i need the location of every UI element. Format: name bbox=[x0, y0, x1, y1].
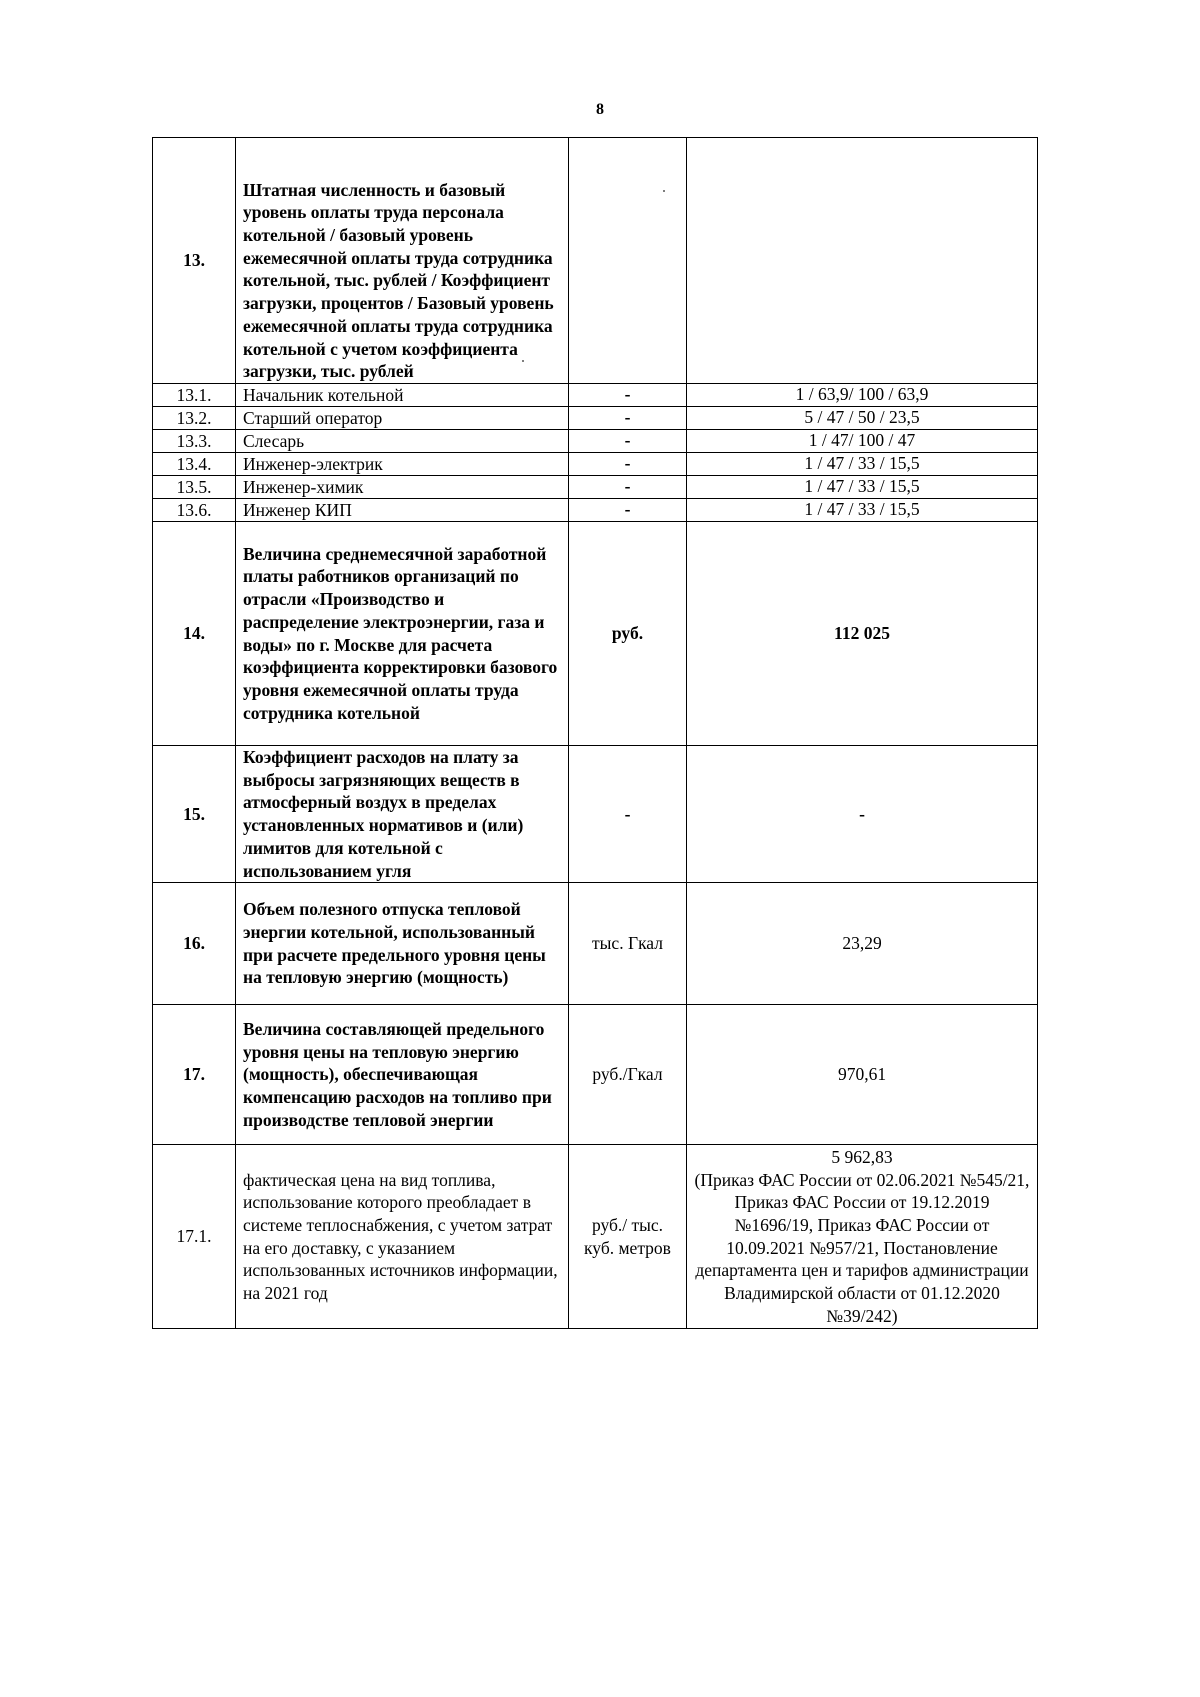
row-name: Величина среднемесячной заработной платы работников организаций по отрасли «Производство и распределение электроэнергии, газа и воды» по г. Москве для расчета коэффициента корректировки базового уровня ежемесячной оплаты труда сотрудника котельной bbox=[236, 522, 569, 746]
row-unit: - bbox=[569, 407, 687, 430]
tariff-parameters-table bbox=[152, 137, 1038, 1329]
row-number: 17. bbox=[153, 1005, 236, 1145]
row-number: 15. bbox=[153, 746, 236, 883]
row-name: Начальник котельной bbox=[236, 384, 569, 407]
row-value: 1 / 47 / 33 / 15,5 bbox=[687, 476, 1038, 499]
row-name: Объем полезного отпуска тепловой энергии котельной, использованный при расчете предельного уровня цены на тепловую энергию (мощность) bbox=[236, 883, 569, 1005]
row-number: 17.1. bbox=[153, 1145, 236, 1329]
table-row bbox=[153, 1005, 1038, 1145]
table-row bbox=[153, 384, 1038, 407]
row-value: 112 025 bbox=[687, 522, 1038, 746]
row-unit: - bbox=[569, 746, 687, 883]
row-unit: - bbox=[569, 499, 687, 522]
row-unit bbox=[569, 138, 687, 384]
row-name: Инженер-химик bbox=[236, 476, 569, 499]
row-unit: - bbox=[569, 430, 687, 453]
row-name: Старший оператор bbox=[236, 407, 569, 430]
table-row bbox=[153, 499, 1038, 522]
fuel-price-sources: (Приказ ФАС России от 02.06.2021 №545/21, Приказ ФАС России от 19.12.2019 №1696/19, Приказ ФАС России от 10.09.2021 №957/21, Постановление департамента цен и тарифов администрации Владимирской области от 01.12.2020 №39/242) bbox=[694, 1169, 1030, 1326]
row-value: 1 / 47 / 33 / 15,5 bbox=[687, 453, 1038, 476]
row-number: 13.4. bbox=[153, 453, 236, 476]
table-row bbox=[153, 522, 1038, 746]
row-number: 13.3. bbox=[153, 430, 236, 453]
row-unit: руб./ тыс. куб. метров bbox=[569, 1145, 687, 1329]
row-value: 970,61 bbox=[687, 1005, 1038, 1145]
table-row bbox=[153, 476, 1038, 499]
scan-speck bbox=[522, 360, 524, 362]
row-unit: - bbox=[569, 453, 687, 476]
table-row bbox=[153, 1145, 1038, 1329]
row-unit: - bbox=[569, 476, 687, 499]
row-unit: руб./Гкал bbox=[569, 1005, 687, 1145]
row-name: Слесарь bbox=[236, 430, 569, 453]
table-row bbox=[153, 138, 1038, 384]
row-value bbox=[687, 138, 1038, 384]
row-unit: руб. bbox=[569, 522, 687, 746]
row-unit: - bbox=[569, 384, 687, 407]
row-number: 14. bbox=[153, 522, 236, 746]
table-row bbox=[153, 430, 1038, 453]
row-number: 13.2. bbox=[153, 407, 236, 430]
row-value: 1 / 47/ 100 / 47 bbox=[687, 430, 1038, 453]
row-value: 1 / 47 / 33 / 15,5 bbox=[687, 499, 1038, 522]
row-number: 13.1. bbox=[153, 384, 236, 407]
scan-speck bbox=[663, 190, 665, 192]
table-row bbox=[153, 883, 1038, 1005]
row-value: 5 / 47 / 50 / 23,5 bbox=[687, 407, 1038, 430]
row-value: - bbox=[687, 746, 1038, 883]
table-row bbox=[153, 407, 1038, 430]
row-number: 13.6. bbox=[153, 499, 236, 522]
row-name: Штатная численность и базовый уровень оплаты труда персонала котельной / базовый уровень ежемесячной оплаты труда сотрудника котельной, тыс. рублей / Коэффициент загрузки, процентов / Базовый уровень ежемесячной оплаты труда сотрудника котельной с учетом коэффициента загрузки, тыс. рублей bbox=[236, 138, 569, 384]
table-row bbox=[153, 746, 1038, 883]
row-number: 16. bbox=[153, 883, 236, 1005]
row-number: 13. bbox=[153, 138, 236, 384]
row-unit: тыс. Гкал bbox=[569, 883, 687, 1005]
row-name: Инженер КИП bbox=[236, 499, 569, 522]
row-name: Инженер-электрик bbox=[236, 453, 569, 476]
row-value: 1 / 63,9/ 100 / 63,9 bbox=[687, 384, 1038, 407]
row-name: Коэффициент расходов на плату за выбросы загрязняющих веществ в атмосферный воздух в пределах установленных нормативов и (или) лимитов для котельной с использованием угля bbox=[236, 746, 569, 883]
row-name: фактическая цена на вид топлива, использование которого преобладает в системе теплоснабжения, с учетом затрат на его доставку, с указанием использованных источников информации, на 2021 год bbox=[236, 1145, 569, 1329]
page-number: 8 bbox=[596, 101, 604, 118]
row-value-cell bbox=[687, 1145, 1038, 1329]
row-number: 13.5. bbox=[153, 476, 236, 499]
row-name: Величина составляющей предельного уровня цены на тепловую энергию (мощность), обеспечивающая компенсацию расходов на топливо при производстве тепловой энергии bbox=[236, 1005, 569, 1145]
table-row bbox=[153, 453, 1038, 476]
row-value: 23,29 bbox=[687, 883, 1038, 1005]
fuel-price-value: 5 962,83 bbox=[831, 1146, 893, 1167]
